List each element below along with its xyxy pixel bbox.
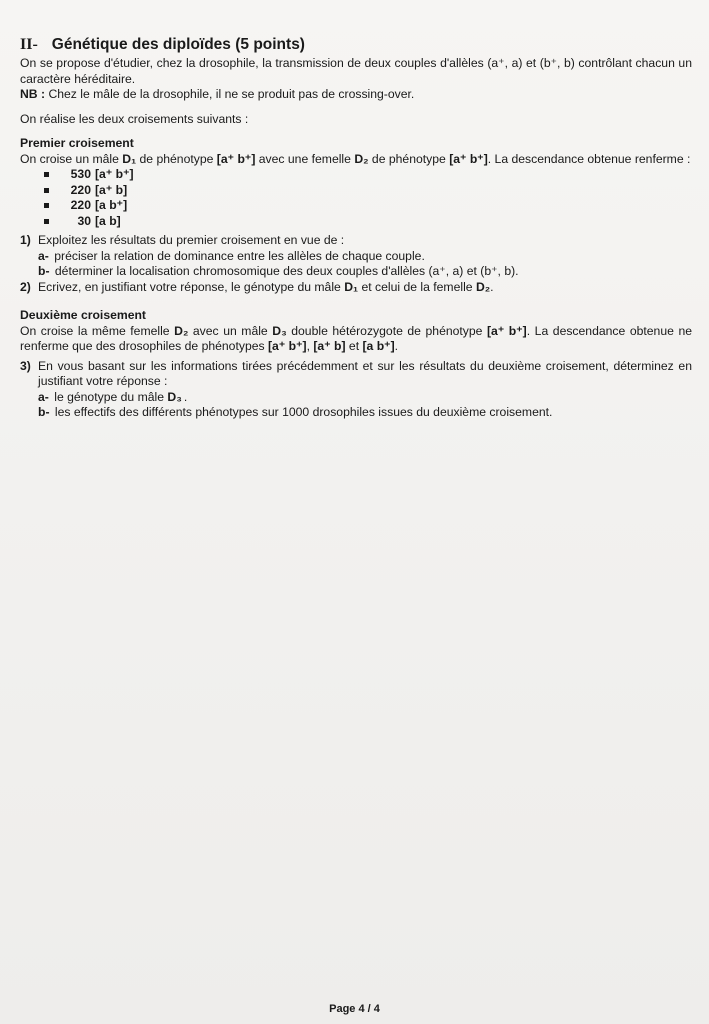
fc-text-1: On croise un mâle (20, 151, 123, 166)
question-2 (20, 280, 692, 296)
sub-text: préciser la relation de dominance entre les allèles de chaque couple. (50, 248, 425, 263)
fc-male: D₁ (122, 151, 137, 166)
sub-text: déterminer la localisation chromosomique des deux couples d'allèles (a⁺, a) et (b⁺, b). (51, 264, 519, 278)
sc-phenotype-3: [a b⁺] (362, 339, 395, 353)
sc-text-2: avec un mâle (188, 323, 273, 338)
sub-label: b- (38, 405, 50, 419)
question-3 (20, 359, 692, 390)
bullet-icon (44, 188, 49, 193)
fc-female-phenotype: [a⁺ b⁺] (449, 151, 488, 166)
intro-paragraph: On se propose d'étudier, chez la drosophile, la transmission de deux couples d'allèles (a⁺, a) et (b⁺, b) contrôlant chacun un caractère héréditaire. (20, 56, 692, 86)
sc-phenotype-1: [a⁺ b⁺] (267, 339, 307, 353)
q2-male: D₁ (344, 279, 359, 294)
question-3b (20, 405, 692, 421)
result-phenotype: [a b⁺] (95, 198, 128, 212)
question-number: 1) (20, 233, 31, 247)
q3a-male: D₃ (167, 389, 182, 404)
first-cross-results (20, 167, 692, 229)
sub-text-end: . (183, 389, 188, 404)
sc-text-1: On croise la même femelle (20, 323, 175, 338)
fc-text-3: avec une femelle (255, 151, 355, 166)
fc-text-4: de phénotype (368, 151, 450, 166)
sc-sep-1: , (306, 339, 314, 353)
q2-text-2: et celui de la femelle (358, 279, 476, 294)
fc-female: D₂ (354, 151, 369, 166)
crosses-intro: On réalise les deux croisements suivants : (20, 111, 249, 126)
q2-text-3: . (490, 279, 494, 294)
section-number: II- (20, 36, 38, 53)
question-text (38, 280, 692, 296)
sub-label: a- (38, 389, 49, 404)
question-1a (20, 249, 692, 265)
sub-label: a- (38, 248, 49, 263)
result-count: 220 (70, 182, 91, 197)
result-phenotype: [a⁺ b⁺] (95, 167, 134, 181)
question-3a (20, 390, 692, 406)
result-phenotype: [a⁺ b] (95, 182, 128, 197)
nb-text: Chez le mâle de la drosophile, il ne se produit pas de crossing-over. (45, 87, 415, 101)
sc-female: D₂ (174, 323, 189, 338)
sub-text: les effectifs des différents phénotypes sur 1000 drosophiles issues du deuxième croisement. (51, 405, 553, 419)
second-cross-heading: Deuxième croisement (20, 308, 146, 322)
bullet-icon (44, 219, 49, 224)
result-item (44, 167, 692, 183)
question-1b (20, 264, 692, 280)
question-number: 3) (20, 358, 31, 373)
sub-label: b- (38, 264, 50, 278)
sc-male: D₃ (272, 323, 287, 338)
result-count: 220 (70, 198, 91, 212)
question-1 (20, 233, 692, 249)
nb-note (20, 87, 692, 103)
sc-phenotype-2: [a⁺ b] (313, 339, 346, 353)
page-number: Page 4 / 4 (329, 1003, 380, 1015)
first-cross-heading: Premier croisement (20, 136, 134, 150)
nb-label: NB : (20, 87, 46, 101)
first-cross-description (20, 152, 692, 168)
q2-text-1: Ecrivez, en justifiant votre réponse, le génotype du mâle (38, 279, 345, 294)
fc-text-2: de phénotype (136, 151, 217, 166)
result-item (44, 198, 692, 214)
sc-sep-2: et (345, 339, 363, 353)
result-phenotype: [a b] (95, 213, 121, 228)
section-title (20, 36, 692, 54)
sc-text-5: . (394, 339, 399, 353)
sc-male-phenotype: [a⁺ b⁺] (486, 323, 527, 338)
q2-female: D₂ (475, 279, 491, 294)
fc-male-phenotype: [a⁺ b⁺] (216, 151, 256, 166)
section-title-text: Génétique des diploïdes (5 points) (51, 36, 305, 53)
question-text: Exploitez les résultats du premier croisement en vue de : (38, 233, 345, 247)
question-number: 2) (20, 279, 31, 294)
result-item (44, 214, 692, 230)
second-cross-description (20, 324, 692, 355)
result-count: 530 (70, 167, 91, 181)
sc-text-3: double hétérozygote de phénotype (286, 323, 487, 338)
result-item (44, 183, 692, 199)
question-text: En vous basant sur les informations tirées précédemment et sur les résultats du deuxième croisement, déterminez en justifiant votre réponse : (38, 358, 692, 388)
fc-text-5: . La descendance obtenue renferme : (487, 151, 691, 166)
bullet-icon (44, 203, 49, 208)
exam-content (20, 36, 692, 421)
sc-text-4: . La descendance obtenue ne renferme que des drosophiles de phénotypes (20, 323, 692, 353)
sub-text: le génotype du mâle (50, 389, 168, 404)
result-count: 30 (77, 213, 91, 228)
bullet-icon (44, 172, 49, 177)
